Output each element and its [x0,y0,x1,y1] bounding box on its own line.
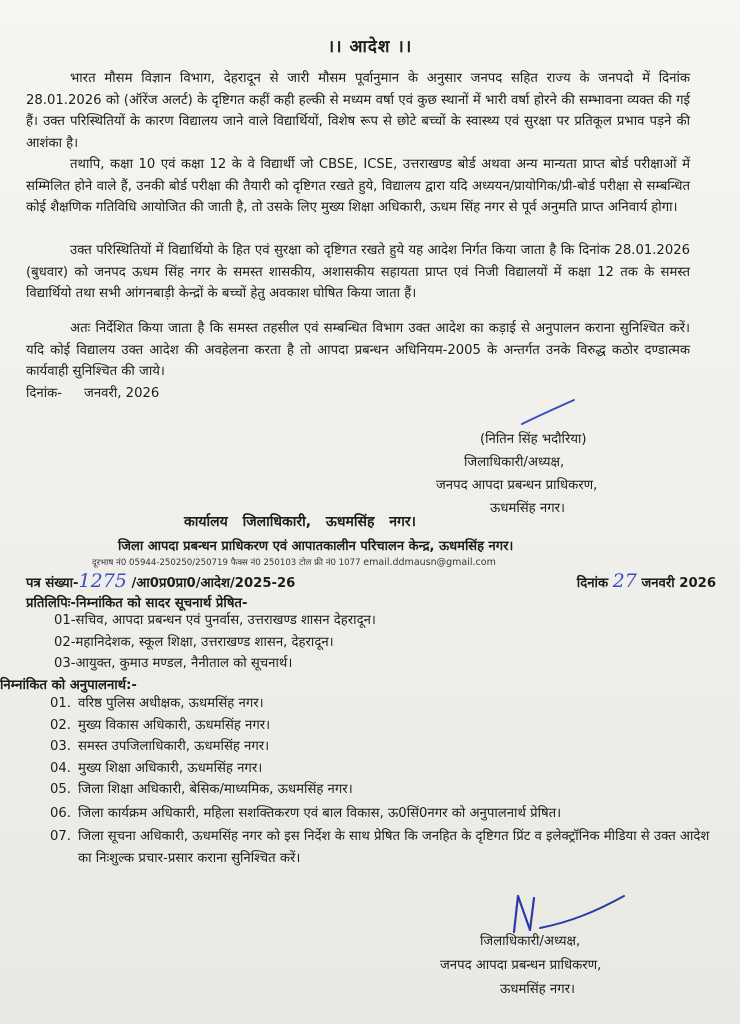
date-value: जनवरी, 2026 [84,386,160,401]
office-subtitle: जिला आपदा प्रबन्धन प्राधिकरण एवं आपातकालीन परिचालन केन्द्र, ऊधमसिंह नगर। [118,539,514,554]
letter-date-handwritten: 27 [612,570,637,592]
office-title: कार्यालय जिलाधिकारी, ऊधमसिंह नगर। [184,514,416,530]
item-text: मुख्य विकास अधिकारी, ऊधमसिंह नगर। [78,717,271,733]
list-item [50,693,710,715]
signatory2-authority: जनपद आपदा प्रबन्धन प्राधिकरण, [440,958,602,973]
item-number: 03. [50,739,71,754]
paragraph-1-text: भारत मौसम विज्ञान विभाग, देहरादून से जारी मौसम पूर्वानुमान के अनुसार जनपद सहित राज्य के जनपदो में दिनांक 28.01.2026 को (ऑरेंज अलर्ट) के दृष्टिगत कहीं कही हल्की से मध्यम वर्षा एवं कुछ स्थानों में भारी वर्षा होरने की सम्भावना व्यक्त की गई हैं। उक्त परिस्थितियों के कारण विद्यालय जाने वाले विद्यार्थियों, विशेष रूप से छोटे बच्चों के स्वास्थ्य एवं सुरक्षा पर प्रतिकूल प्रभाव पड़ने की आशंका है। [26,71,690,151]
list-item: 01-सचिव, आपदा प्रबन्धन एवं पुनर्वास, उत्तराखण्ड शासन देहरादून। [54,613,376,628]
signatory-name: (नितिन सिंह भदौरिया) [480,432,587,447]
list-item: 02-महानिदेशक, स्कूल शिक्षा, उत्तराखण्ड शासन, देहरादून। [54,634,334,650]
list-item [50,736,710,758]
list-item [50,779,710,801]
letter-reference-row [26,570,716,592]
item-text: वरिष्ठ पुलिस अधीक्षक, ऊधमसिंह नगर। [78,696,264,711]
item-number: 02. [50,717,71,733]
copy-to-heading: प्रतिलिपिः-निम्नांकित को सादर सूचनार्थ प्रेषित- [26,596,248,611]
paragraph-weather-forecast [26,68,690,154]
item-number: 06. [50,805,71,821]
letter-reference: /आ0प्र0प्रा0/आदेश/2025-26 [131,576,296,591]
letter-date-label: दिनांक [576,576,609,591]
list-item: 03-आयुक्त, कुमाउ मण्डल, नैनीताल को सूचनार्थ। [54,656,293,671]
item-number: 04. [50,760,71,776]
item-text: जिला सूचना अधिकारी, ऊधमसिंह नगर को इस निर्देश के साथ प्रेषित कि जनहित के दृष्टिगत प्रिंट व इलेक्ट्रॉनिक मीडिया से उक्त आदेश का निःशुल्क प्रचार-प्रसार कराना सुनिश्चित करें। [78,829,710,866]
signatory-designation: जिलाधिकारी/अध्यक्ष, [464,455,565,470]
paragraph-holiday-order [26,240,690,305]
letter-number-handwritten: 1275 [78,570,127,592]
list-item [50,803,710,825]
paragraph-compliance [26,318,690,383]
item-text: जिला कार्यक्रम अधिकारी, महिला सशक्तिकरण एवं बाल विकास, ऊ0सिं0नगर को अनुपालनार्थ प्रेषित। [78,805,562,821]
signatory2-district: ऊधमसिंह नगर। [500,982,576,997]
compliance-heading: निम्नांकित को अनुपालनार्थ:- [0,678,137,693]
letter-date-rest: जनवरी 2026 [641,576,716,591]
item-number: 07. [50,829,71,844]
item-number: 05. [50,782,71,797]
item-text: जिला शिक्षा अधिकारी, बेसिक/माध्यमिक, ऊधमसिंह नगर। [78,782,353,797]
contact-email: email.ddmausn@gmail.com [363,557,496,568]
signature-mark-1 [518,396,578,428]
item-number: 01. [50,696,71,711]
paragraph-2-text: तथापि, कक्षा 10 एवं कक्षा 12 के वे विद्यार्थी जो CBSE, ICSE, उत्तराखण्ड बोर्ड अथवा अन्य मान्यता प्राप्त बोर्ड परीक्षाओं में सम्मिलित होने वाले हैं, उनकी बोर्ड परीक्षा की तैयारी को दृष्टिगत रखते हुये, विद्यालय द्वारा यदि अध्ययन/प्रायोगिक/प्री-बोर्ड परीक्षा से सम्बन्धित कोई शैक्षणिक गतिविधि आयोजित की जाती है, तो उसके लिए मुख्य शिक्षा अधिकारी, ऊधम सिंह नगर से पूर्व अनुमति प्राप्त अनिवार्य होगा। [26,157,690,215]
item-text: समस्त उपजिलाधिकारी, ऊधमसिंह नगर। [78,739,270,754]
signatory2-designation: जिलाधिकारी/अध्यक्ष, [480,934,581,949]
copy-to-list [54,610,376,675]
paragraph-4-text: अतः निर्देशित किया जाता है कि समस्त तहसील एवं सम्बन्धित विभाग उक्त आदेश का कड़ाई से अनुपालन कराना सुनिश्चित करें। यदि कोई विद्यालय उक्त आदेश की अवहेलना करता है तो आपदा प्रबन्धन अधिनियम-2005 के अन्तर्गत उनके विरुद्ध कठोर दण्डात्मक कार्यवाही सुनिश्चित की जाये। [26,321,690,379]
document-heading: ।। आदेश ।। [327,37,413,57]
compliance-list [50,693,710,869]
letter-date [577,570,716,592]
signatory-district: ऊधमसिंह नगर। [490,501,566,516]
signatory-block-2 [440,930,720,1002]
contact-numbers: दूरभाष नं0 05944-250250/250719 फैक्स नं0 250103 टोल फ्री नं0 1077 [92,558,361,568]
signatory-authority: जनपद आपदा प्रबन्धन प्राधिकरण, [436,478,598,493]
letter-number-label: पत्र संख्या- [26,576,79,591]
office-contact [92,556,496,568]
item-text: मुख्य शिक्षा अधिकारी, ऊधमसिंह नगर। [78,760,263,776]
list-item [50,826,710,869]
signatory-block [436,428,726,520]
list-item [50,715,710,737]
list-item [50,758,710,780]
paragraph-3-text: उक्त परिस्थितियों में विद्यार्थियो के हित एवं सुरक्षा को दृष्टिगत रखते हुये यह आदेश निर्गत किया जाता है कि दिनांक 28.01.2026 (बुधवार) को जनपद ऊधम सिंह नगर के समस्त शासकीय, अशासकीय सहायता प्राप्त एवं निजी विद्यालयों में कक्षा 12 तक के समस्त विद्यार्थियो तथा सभी आंगनबाड़ी केन्द्रों के बच्चों हेतु अवकाश घोषित किया जाता हैं। [26,243,690,301]
date-label: दिनांक- [26,386,63,401]
order-date-line [26,383,159,401]
paragraph-board-exams [26,154,690,219]
